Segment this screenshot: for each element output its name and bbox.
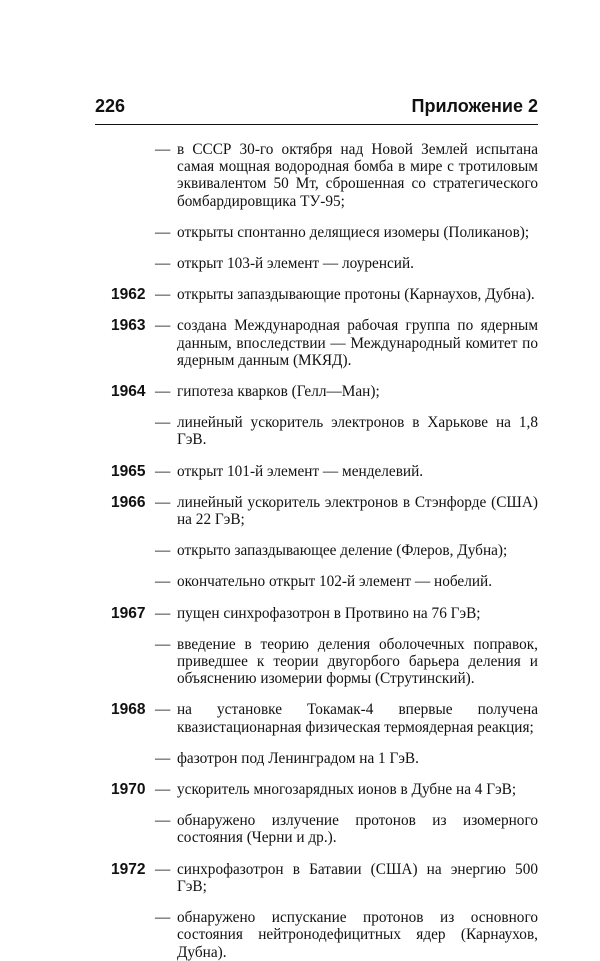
entry-text: открыт 101-й элемент — менделевий. (177, 462, 424, 480)
entry-year (95, 255, 155, 272)
entry-year (95, 750, 155, 767)
entry-dash: — (155, 604, 171, 622)
entry-dash: — (155, 383, 171, 401)
list-item (95, 224, 538, 241)
entry-dash: — (155, 860, 171, 878)
entry-dash: — (155, 255, 171, 273)
entry-dash: — (155, 573, 171, 591)
entry-year: 1970 (111, 781, 146, 799)
list-item (95, 383, 538, 400)
entry-year: 1962 (111, 286, 146, 304)
entry-text: создана Международная рабочая группа по ядерным данным, впоследствии — Международный комитет по ядерным данным (МКЯД). (177, 317, 538, 369)
list-item (95, 861, 538, 895)
entry-dash: — (155, 542, 171, 560)
entry-dash: — (155, 317, 171, 335)
entry-dash: — (155, 414, 171, 432)
list-item (95, 317, 538, 369)
entry-year: 1965 (111, 462, 146, 480)
list-item (95, 636, 538, 688)
entry-dash: — (155, 141, 171, 158)
entry-text: гипотеза кварков (Гелл—Ман); (177, 383, 380, 401)
entry-text: на установке Токамак-4 впервые получена квазистационарная физическая термоядерная реакция; (177, 701, 538, 736)
entry-dash: — (155, 812, 171, 830)
entry-text: открыто запаздывающее деление (Флеров, Дубна); (177, 542, 508, 560)
list-item (95, 255, 538, 272)
entry-year (95, 224, 155, 241)
entry-text: открыты спонтанно делящиеся изомеры (Поликанов); (177, 223, 530, 241)
entry-text: линейный ускоритель электронов в Харькове на 1,8 ГэВ. (177, 414, 538, 449)
running-head: Приложение 2 (411, 96, 538, 116)
entry-dash: — (155, 909, 171, 927)
entry-dash: — (155, 462, 171, 480)
list-item (95, 494, 538, 528)
entry-text: открыты запаздывающие протоны (Карнаухов, Дубна). (177, 286, 535, 304)
entry-dash: — (155, 749, 171, 767)
entry-year: 1968 (111, 701, 146, 719)
entry-text: открыт 103-й элемент — лоуренсий. (177, 255, 415, 273)
entry-year (95, 542, 155, 559)
entry-year (95, 636, 155, 688)
entry-year: 1964 (111, 383, 146, 401)
list-item (95, 286, 538, 303)
entry-text: обнаружено испускание протонов из основного состояния нейтронодефицитных ядер (Карнаухов, Дубна). (177, 909, 538, 961)
list-item (95, 605, 538, 622)
entry-text: синхрофазотрон в Батавии (США) на энергию 500 ГэВ; (177, 860, 538, 895)
entry-text: фазотрон под Ленинградом на 1 ГэВ. (177, 749, 419, 767)
entry-dash: — (155, 635, 171, 653)
list-item (95, 573, 538, 590)
list-item (95, 909, 538, 961)
entry-dash: — (155, 493, 171, 511)
entry-text: обнаружено излучение протонов из изомерного состояния (Черни и др.). (177, 812, 538, 847)
list-item (95, 701, 538, 735)
list-item (95, 414, 538, 448)
entry-dash: — (155, 701, 171, 719)
page-header (95, 96, 538, 125)
entry-dash: — (155, 781, 171, 799)
entry-dash: — (155, 223, 171, 241)
entry-text: линейный ускоритель электронов в Стэнфорде (США) на 22 ГэВ; (177, 493, 538, 529)
entry-text: ускоритель многозарядных ионов в Дубне на 4 ГэВ; (177, 781, 517, 799)
entry-text: окончательно открыт 102-й элемент — нобелий. (177, 573, 493, 591)
entry-year (95, 414, 155, 448)
entry-year: 1963 (111, 317, 146, 335)
list-item (95, 812, 538, 846)
list-item (95, 542, 538, 559)
entry-text: в СССР 30-го октября над Новой Землей испытана самая мощная водородная бомба в мире с тротиловым эквивалентом 50 Мт, сброшенная со стратегического бомбардировщика ТУ-95; (177, 141, 538, 210)
entry-year: 1966 (111, 493, 146, 511)
entry-year: 1972 (111, 860, 146, 878)
entry-dash: — (155, 286, 171, 304)
entry-year (95, 141, 155, 210)
list-item (95, 750, 538, 767)
entry-text: пущен синхрофазотрон в Протвино на 76 ГэВ; (177, 604, 481, 622)
list-item (95, 141, 538, 210)
entry-text: введение в теорию деления оболочечных поправок, приведшее к теории двугорбого барьера деления и объяснению изомерии формы (Струтинский). (177, 635, 538, 688)
entry-year (95, 573, 155, 590)
list-item (95, 781, 538, 798)
chronology-list (95, 141, 538, 961)
entry-year (95, 909, 155, 961)
page-number: 226 (95, 96, 126, 116)
entry-year (95, 812, 155, 846)
list-item (95, 463, 538, 480)
entry-year: 1967 (111, 604, 146, 622)
